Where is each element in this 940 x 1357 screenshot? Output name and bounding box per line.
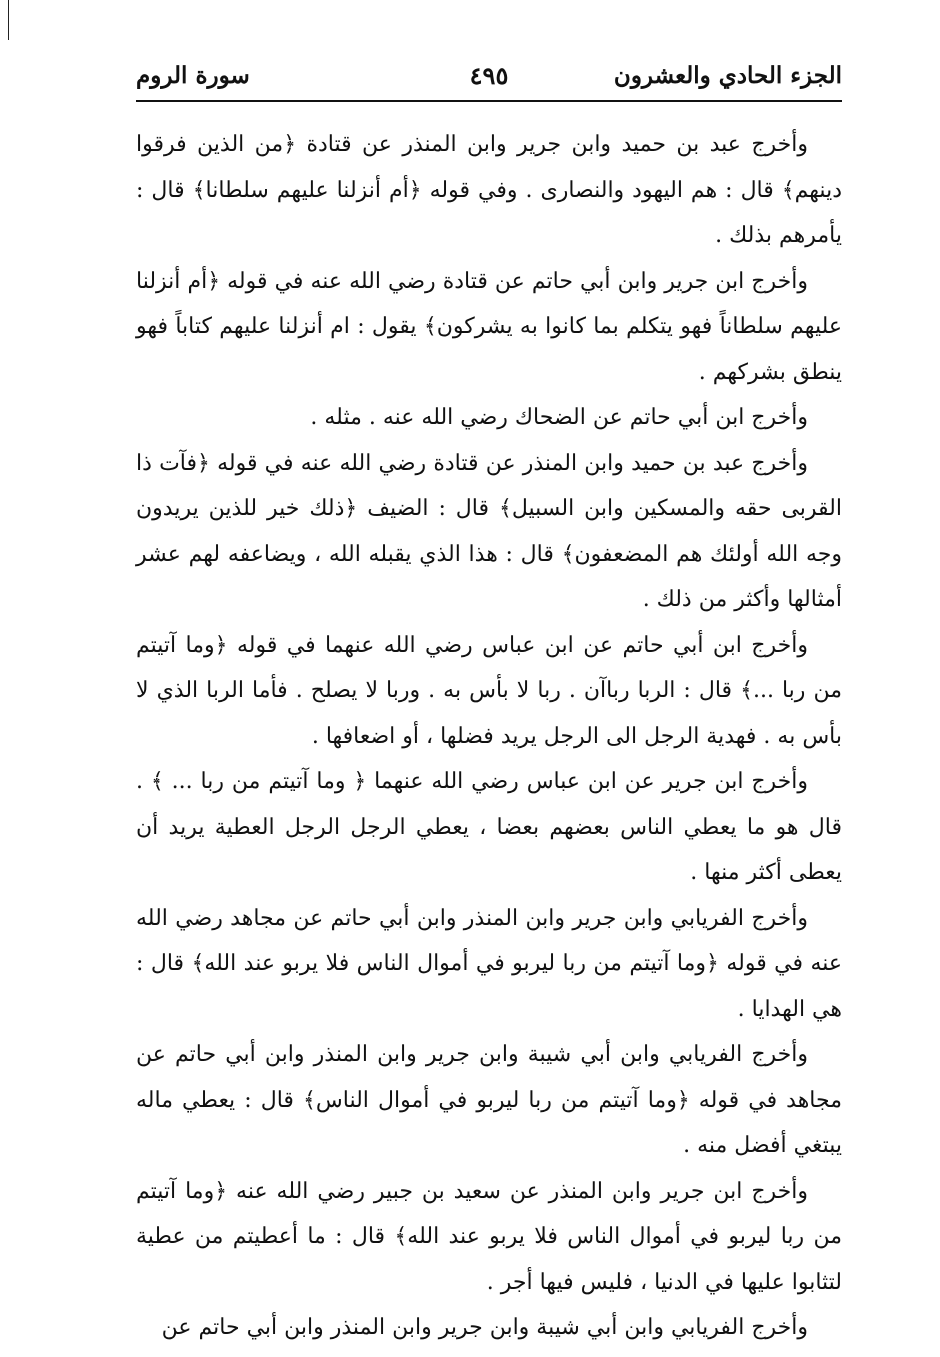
surah-title: سورة الروم — [136, 61, 250, 89]
paragraph: وأخرج الفريابي وابن جرير وابن المنذر وابن أبي حاتم عن مجاهد رضي الله عنه في قوله ﴿وما آتيتم من ربا ليربو في أموال الناس فلا يربو عند الله﴾ قال : هي الهدايا . — [136, 905, 842, 1022]
part-title: الجزء الحادي والعشرون — [613, 61, 842, 89]
paragraph: وأخرج ابن جرير وابن المنذر عن سعيد بن جبير رضي الله عنه ﴿وما آتيتم من ربا ليربو في أموال الناس فلا يربو عند الله﴾ قال : ما أعطيتم من عطية لتثابوا عليها في الدنيا ، فليس فيها أجر . — [136, 1178, 842, 1295]
paragraph: وأخرج عبد بن حميد وابن المنذر عن قتادة رضي الله عنه في قوله ﴿فآت ذا القربى حقه والمسكين وابن السبيل﴾ قال : الضيف ﴿ذلك خير للذين يريدون وجه الله أولئك هم المضعفون﴾ قال : هذا الذي يقبله الله ، ويضاعفه لهم عشر أمثالها وأكثر من ذلك . — [136, 450, 842, 612]
paragraph: وأخرج عبد بن حميد وابن جرير وابن المنذر عن قتادة ﴿من الذين فرقوا دينهم﴾ قال : هم اليهود والنصارى . وفي قوله ﴿أم أنزلنا عليهم سلطانا﴾ قال : يأمرهم بذلك . — [136, 132, 842, 248]
paragraph: وأخرج ابن أبي حاتم عن الضحاك رضي الله عنه . مثله . — [310, 405, 808, 430]
paragraph: وأخرج ابن جرير وابن أبي حاتم عن قتادة رضي الله عنه في قوله ﴿أم أنزلنا عليهم سلطاناً فهو يتكلم بما كانوا به يشركون﴾ يقول : ام أنزلنا عليهم كتاباً فهو ينطق بشركهم . — [136, 268, 842, 385]
page-header — [136, 55, 842, 95]
paragraph: وأخرج ابن أبي حاتم عن ابن عباس رضي الله عنهما في قوله ﴿وما آتيتم من ربا ...﴾ قال : الربا رباآن . ربا لا بأس به . وربا لا يصلح . فأما الربا الذي لا بأس به . فهدية الرجل الى الرجل يريد فضلها ، أو اضعافها . — [136, 632, 842, 749]
header-rule — [136, 100, 842, 102]
paragraph: وأخرج الفريابي وابن أبي شيبة وابن جرير وابن المنذر وابن أبي حاتم عن — [161, 1315, 808, 1340]
paragraph: وأخرج ابن جرير عن ابن عباس رضي الله عنهما ﴿ وما آتيتم من ربا ... ﴾ . قال هو ما يعطي الناس بعضهم بعضا ، يعطي الرجل الرجل العطية يريد أن يعطى أكثر منها . — [136, 769, 842, 885]
paragraph: وأخرج الفريابي وابن أبي شيبة وابن جرير وابن المنذر وابن أبي حاتم عن مجاهد في قوله ﴿وما آتيتم من ربا ليربو في أموال الناس﴾ قال : يعطي ماله يبتغي أفضل منه . — [136, 1042, 842, 1158]
page-body — [136, 122, 842, 1351]
page-number: ٤٩٥ — [469, 60, 509, 90]
scan-edge-line — [8, 0, 9, 40]
